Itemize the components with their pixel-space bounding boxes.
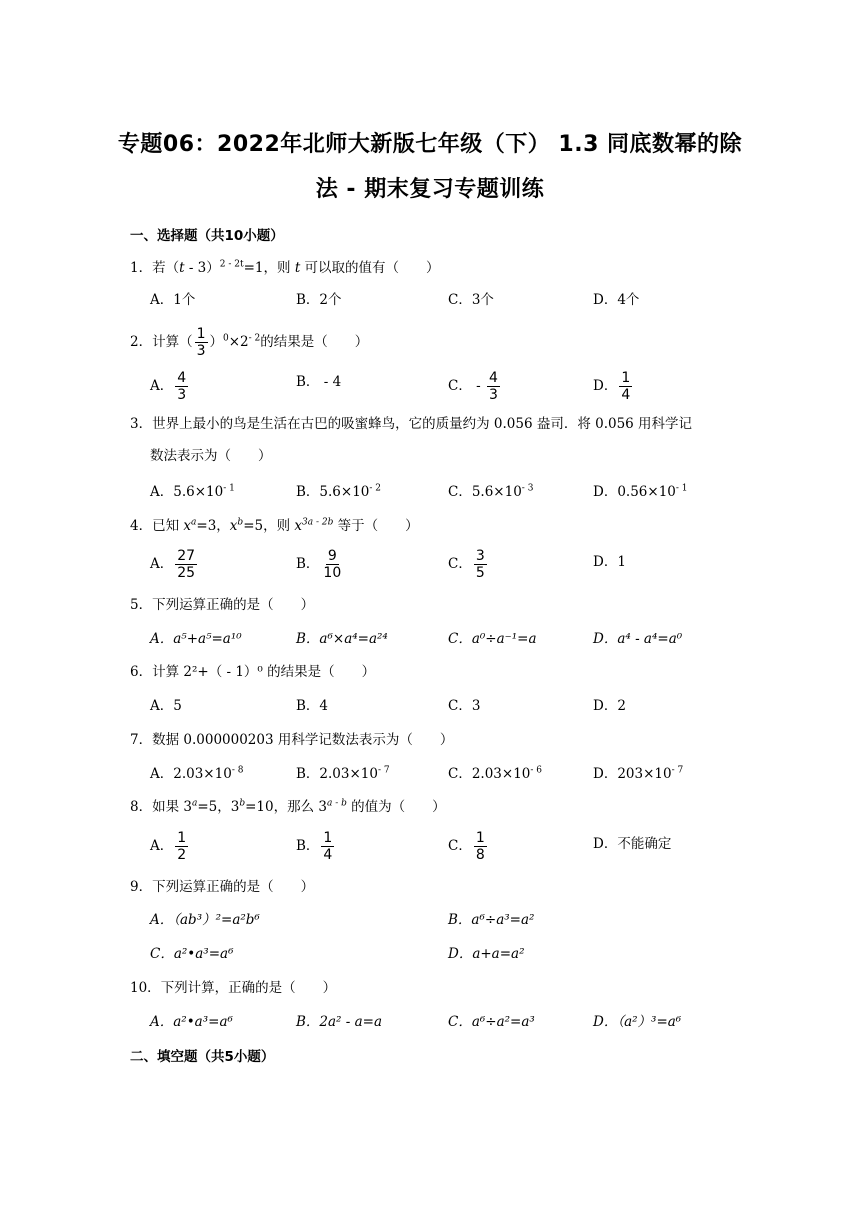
q2-option-d[interactable]: D． $\frac{1}{4}$	[593, 370, 631, 403]
q9-option-d[interactable]: D．a+a=a²	[448, 946, 525, 962]
q4-option-b[interactable]: B． $\frac{9}{10}$	[296, 548, 342, 581]
question-2: 2．计算（ $\frac{1}{3}$ ）$^0\times 2^{- 2}$的结果是（ ）	[130, 326, 369, 359]
q8-option-a[interactable]: A． $\frac{1}{2}$	[150, 830, 187, 863]
question-5: 5．下列运算正确的是（ ）	[130, 597, 315, 613]
q8-option-b[interactable]: B． $\frac{1}{4}$	[296, 830, 333, 863]
q4-option-d[interactable]: D．1	[593, 554, 626, 570]
q2-option-b[interactable]: B． - 4	[296, 374, 342, 390]
q2-option-c[interactable]: C． - $\frac{4}{3}$	[448, 370, 498, 403]
q3-option-a[interactable]: A．$5.6\times 10^{- 1}$	[150, 483, 235, 500]
q8-option-c[interactable]: C． $\frac{1}{8}$	[448, 830, 485, 863]
section-choice-heading: 一、选择题（共10小题）	[130, 228, 284, 244]
q7-option-a[interactable]: A．$2.03\times 10^{- 8}$	[150, 765, 244, 782]
q9-option-c[interactable]: C．a²•a³=a⁶	[150, 946, 234, 962]
q10-option-c[interactable]: C．a⁶÷a²=a³	[448, 1014, 535, 1030]
question-9: 9．下列运算正确的是（ ）	[130, 879, 315, 895]
q1-option-b[interactable]: B．2个	[296, 292, 342, 308]
q5-option-b[interactable]: B．a⁶×a⁴=a²⁴	[296, 631, 388, 647]
q1-option-a[interactable]: A．1个	[150, 292, 196, 308]
title-line-2: 法 - 期末复习专题训练	[315, 177, 545, 202]
q8-option-d[interactable]: D．不能确定	[593, 836, 672, 852]
q7-option-c[interactable]: C．$2.03\times 10^{- 6}$	[448, 765, 543, 782]
q2-option-a[interactable]: A． $\frac{4}{3}$	[150, 370, 187, 403]
q10-option-a[interactable]: A．a²•a³=a⁶	[150, 1014, 233, 1030]
question-10: 10．下列计算，正确的是（ ）	[130, 980, 337, 996]
question-7: 7．数据 0.000000203 用科学记数法表示为（ ）	[130, 732, 454, 748]
title-line-1: 专题06：2022年北师大新版七年级（下） 1.3 同底数幂的除	[117, 132, 743, 157]
question-4: 4．已知 $x^a=3$，$x^b=5$，则 $x^{3a - 2b}$ 等于（ ）	[130, 517, 419, 534]
q3-option-d[interactable]: D．$0.56\times 10^{- 1}$	[593, 483, 688, 500]
q5-option-d[interactable]: D．a⁴ - a⁴=a⁰	[593, 631, 683, 647]
q10-option-d[interactable]: D．（a²）³=a⁶	[593, 1014, 682, 1030]
section-fill-heading: 二、填空题（共5小题）	[130, 1049, 275, 1065]
q1-option-c[interactable]: C．3个	[448, 292, 494, 308]
question-3-line-2: 数法表示为（ ）	[150, 448, 272, 464]
q5-option-a[interactable]: A．a⁵+a⁵=a¹⁰	[150, 631, 242, 647]
question-6: 6．计算 2²+（ - 1）⁰ 的结果是（ ）	[130, 664, 376, 680]
q3-option-b[interactable]: B．$5.6\times 10^{- 2}$	[296, 483, 382, 500]
question-3-line-1: 3．世界上最小的鸟是生活在古巴的吸蜜蜂鸟，它的质量约为 0.056 盎司．将 0.056 用科学记	[130, 416, 693, 432]
q7-option-b[interactable]: B．$2.03\times 10^{- 7}$	[296, 765, 390, 782]
q9-option-b[interactable]: B．a⁶÷a³=a²	[448, 912, 535, 928]
q3-option-c[interactable]: C．$5.6\times 10^{- 3}$	[448, 483, 534, 500]
q5-option-c[interactable]: C．a⁰÷a⁻¹=a	[448, 631, 537, 647]
q6-option-c[interactable]: C．3	[448, 698, 481, 714]
q6-option-d[interactable]: D．2	[593, 698, 626, 714]
q9-option-a[interactable]: A．（ab³）²=a²b⁶	[150, 912, 260, 928]
question-1: 1．若（t - 3）$^{2 - 2t}$=1，则 t 可以取的值有（ ）	[130, 259, 440, 276]
q4-option-a[interactable]: A． $\frac{27}{25}$	[150, 548, 196, 581]
question-8: 8．如果 $3^a=5$，$3^b=10$，那么 3$^{a - b}$ 的值为（ ）	[130, 798, 446, 815]
q10-option-b[interactable]: B．2a² - a=a	[296, 1014, 383, 1030]
q6-option-b[interactable]: B．4	[296, 698, 329, 714]
q1-option-d[interactable]: D．4个	[593, 292, 640, 308]
q7-option-d[interactable]: D．$203\times 10^{- 7}$	[593, 765, 684, 782]
q6-option-a[interactable]: A．5	[150, 698, 182, 714]
q4-option-c[interactable]: C． $\frac{3}{5}$	[448, 548, 485, 581]
